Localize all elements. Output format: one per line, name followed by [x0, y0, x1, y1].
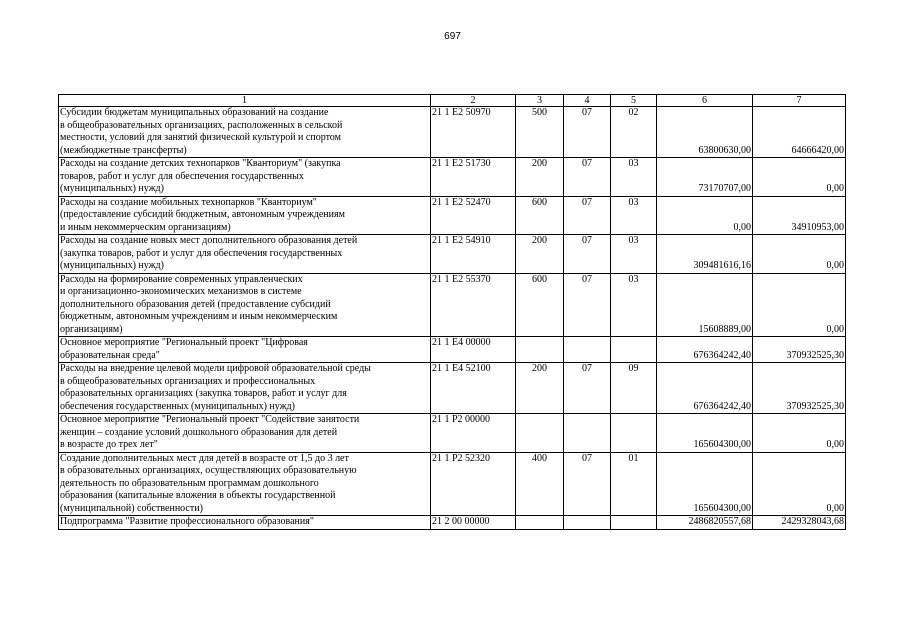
row-name-line: товаров, работ и услуг для обеспечения государственных — [60, 170, 304, 182]
row-name-line: Создание дополнительных мест для детей в возрасте от 1,5 до 3 лет — [60, 452, 349, 464]
row-name-cell — [59, 158, 431, 197]
amount-year2-cell: 0,00 — [753, 452, 846, 516]
table-row — [59, 235, 846, 274]
row-name-cell — [59, 452, 431, 516]
row-name-line: Расходы на внедрение целевой модели цифровой образовательной среды — [60, 363, 371, 374]
column-header: 3 — [516, 95, 564, 107]
row-name-line: (муниципальных) нужд) — [60, 183, 164, 194]
budget-table — [58, 94, 846, 530]
row-name-line: и иным некоммерческим организациям) — [60, 221, 231, 233]
amount-year1-cell: 73170707,00 — [657, 158, 753, 197]
row-name-line: Расходы на создание детских технопарков "Кванториум" (закупка — [60, 158, 341, 169]
row-name-line: бюджетным, автономным учреждениям и иным некоммерческим — [60, 311, 338, 322]
row-name-line: обеспечения государственных (муниципальных) нужд) — [60, 400, 295, 412]
amount-year1-cell: 165604300,00 — [657, 452, 753, 516]
amount-year2-cell: 0,00 — [753, 273, 846, 337]
expense-type-cell — [516, 337, 564, 363]
table-row — [59, 452, 846, 516]
column-header: 4 — [564, 95, 611, 107]
amount-year2-cell: 34910953,00 — [753, 196, 846, 235]
row-name-cell — [59, 414, 431, 453]
amount-year1-cell: 676364242,40 — [657, 363, 753, 414]
row-name-line: женщин – создание условий дошкольного образования для детей — [60, 426, 338, 438]
amount-year1-cell: 15608889,00 — [657, 273, 753, 337]
table-row — [59, 158, 846, 197]
expense-type-cell: 200 — [516, 363, 564, 414]
amount-year1-cell: 63800630,00 — [657, 107, 753, 158]
row-name-cell — [59, 337, 431, 363]
table-row — [59, 196, 846, 235]
row-name-line: образовательных организациях (закупка товаров, работ и услуг для — [60, 388, 347, 399]
page-number: 697 — [444, 31, 461, 42]
expense-type-cell: 400 — [516, 452, 564, 516]
row-name-line: Подпрограмма "Развитие профессионального образования" — [60, 516, 314, 527]
expense-type-cell — [516, 516, 564, 530]
subsection-cell: 01 — [611, 452, 657, 516]
row-name-line: дополнительного образования детей (предоставление субсидий — [60, 298, 331, 310]
row-name-line: в возрасте до трех лет" — [60, 439, 158, 450]
section-cell: 07 — [564, 107, 611, 158]
subsection-cell: 03 — [611, 196, 657, 235]
row-name-cell — [59, 235, 431, 274]
table-row — [59, 107, 846, 158]
column-header: 5 — [611, 95, 657, 107]
amount-year2-cell: 64666420,00 — [753, 107, 846, 158]
section-cell: 07 — [564, 452, 611, 516]
amount-year2-cell: 0,00 — [753, 235, 846, 274]
subsection-cell: 02 — [611, 107, 657, 158]
row-name-line: организациям) — [60, 323, 123, 335]
section-cell — [564, 516, 611, 530]
expense-type-cell: 500 — [516, 107, 564, 158]
amount-year1-cell: 0,00 — [657, 196, 753, 235]
row-name-line: в общеобразовательных организациях, расположенных в сельской — [60, 119, 343, 131]
amount-year2-cell: 0,00 — [753, 158, 846, 197]
subsection-cell: 03 — [611, 273, 657, 337]
column-header: 6 — [657, 95, 753, 107]
section-cell: 07 — [564, 158, 611, 197]
row-name-cell — [59, 273, 431, 337]
table-header-row — [59, 95, 846, 107]
section-cell: 07 — [564, 363, 611, 414]
subsection-cell — [611, 337, 657, 363]
amount-year2-cell: 2429328043,68 — [753, 516, 846, 530]
row-name-cell — [59, 363, 431, 414]
classification-code-cell: 21 1 E4 52100 — [431, 363, 516, 414]
row-name-line: образовательная среда" — [60, 349, 160, 361]
row-name-line: Основное мероприятие "Региональный проект "Содействие занятости — [60, 414, 360, 425]
section-cell — [564, 414, 611, 453]
classification-code-cell: 21 1 E4 00000 — [431, 337, 516, 363]
row-name-line: (предоставление субсидий бюджетным, автономным учреждениям — [60, 209, 345, 220]
section-cell: 07 — [564, 196, 611, 235]
subsection-cell: 09 — [611, 363, 657, 414]
row-name-line: Расходы на создание мобильных технопарков "Кванториум" — [60, 196, 317, 208]
row-name-line: Субсидии бюджетам муниципальных образований на создание — [60, 107, 329, 118]
subsection-cell: 03 — [611, 158, 657, 197]
amount-year1-cell: 309481616,16 — [657, 235, 753, 274]
expense-type-cell: 600 — [516, 273, 564, 337]
row-name-line: местности, условий для занятий физической культурой и спортом — [60, 132, 341, 143]
row-name-line: образования (капитальные вложения в объекты государственной — [60, 490, 336, 501]
row-name-line: (межбюджетные трансферты) — [60, 144, 187, 156]
classification-code-cell: 21 1 P2 00000 — [431, 414, 516, 453]
subsection-cell: 03 — [611, 235, 657, 274]
row-name-line: Расходы на создание новых мест дополнительного образования детей — [60, 235, 358, 246]
classification-code-cell: 21 2 00 00000 — [431, 516, 516, 530]
amount-year2-cell: 0,00 — [753, 414, 846, 453]
expense-type-cell: 200 — [516, 158, 564, 197]
classification-code-cell: 21 1 E2 55370 — [431, 273, 516, 337]
table-row — [59, 337, 846, 363]
row-name-line: и организационно-экономических механизмов в системе — [60, 286, 302, 297]
amount-year1-cell: 676364242,40 — [657, 337, 753, 363]
row-name-line: Основное мероприятие "Региональный проект "Цифровая — [60, 337, 308, 348]
amount-year1-cell: 165604300,00 — [657, 414, 753, 453]
section-cell: 07 — [564, 235, 611, 274]
amount-year1-cell: 2486820557,68 — [657, 516, 753, 530]
expense-type-cell: 600 — [516, 196, 564, 235]
row-name-line: (муниципальной) собственности) — [60, 502, 203, 514]
row-name-line: в общеобразовательных организациях и профессиональных — [60, 375, 316, 387]
table-row — [59, 414, 846, 453]
table-row — [59, 516, 846, 530]
classification-code-cell: 21 1 E2 50970 — [431, 107, 516, 158]
expense-type-cell: 200 — [516, 235, 564, 274]
subsection-cell — [611, 414, 657, 453]
section-cell — [564, 337, 611, 363]
row-name-cell — [59, 107, 431, 158]
row-name-line: Расходы на формирование современных управленческих — [60, 273, 303, 285]
subsection-cell — [611, 516, 657, 530]
classification-code-cell: 21 1 E2 52470 — [431, 196, 516, 235]
row-name-cell — [59, 196, 431, 235]
amount-year2-cell: 370932525,30 — [753, 363, 846, 414]
classification-code-cell: 21 1 P2 52320 — [431, 452, 516, 516]
table-row — [59, 273, 846, 337]
row-name-line: в образовательных организациях, осуществляющих образовательную — [60, 465, 357, 476]
column-header: 2 — [431, 95, 516, 107]
row-name-line: (закупка товаров, работ и услуг для обеспечения государственных — [60, 247, 343, 259]
amount-year2-cell: 370932525,30 — [753, 337, 846, 363]
row-name-cell — [59, 516, 431, 530]
table-row — [59, 363, 846, 414]
column-header: 7 — [753, 95, 846, 107]
classification-code-cell: 21 1 E2 54910 — [431, 235, 516, 274]
classification-code-cell: 21 1 E2 51730 — [431, 158, 516, 197]
row-name-line: (муниципальных) нужд) — [60, 260, 164, 271]
column-header: 1 — [59, 95, 431, 107]
row-name-line: деятельность по образовательным программам дошкольного — [60, 477, 319, 489]
section-cell: 07 — [564, 273, 611, 337]
expense-type-cell — [516, 414, 564, 453]
